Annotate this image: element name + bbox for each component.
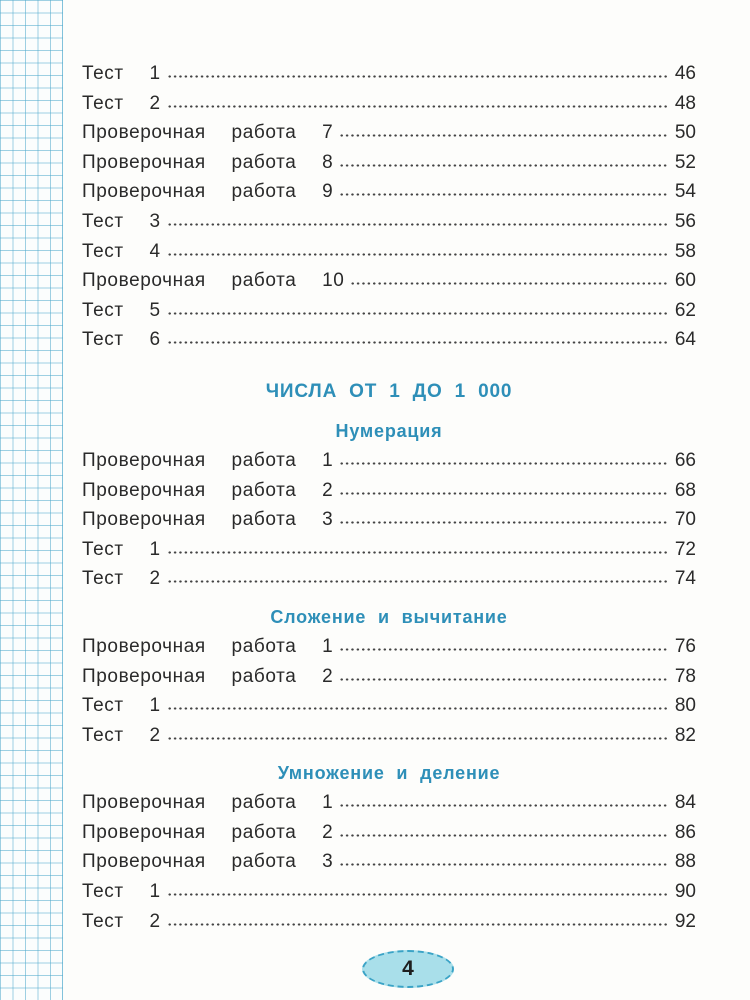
toc-page-number: 50 (674, 122, 696, 144)
toc-page-number: 92 (674, 910, 696, 932)
table-of-contents (82, 63, 696, 940)
toc-page-number: 70 (674, 509, 696, 531)
dot-leader (339, 834, 667, 837)
dot-leader (339, 863, 667, 866)
toc-label: Тест 1 (82, 63, 161, 84)
toc-row[interactable] (82, 568, 696, 598)
toc-page-number: 56 (674, 210, 696, 232)
toc-row[interactable] (82, 329, 696, 359)
toc-page-number: 68 (674, 479, 696, 501)
margin-grid-decoration (0, 0, 63, 1000)
dot-leader (167, 312, 667, 315)
toc-label: Проверочная работа 1 (82, 449, 334, 471)
toc-row[interactable] (82, 666, 696, 696)
subsection-title-numeration: Нумерация (335, 420, 443, 441)
toc-label: Проверочная работа 7 (82, 122, 334, 144)
toc-row[interactable] (82, 450, 696, 480)
toc-row[interactable] (82, 636, 696, 666)
dot-leader (167, 223, 667, 226)
dot-leader (339, 193, 667, 196)
subsection-title-addition-subtraction: Сложение и вычитание (270, 606, 508, 627)
toc-label: Тест 4 (82, 240, 161, 262)
dot-leader (167, 737, 667, 740)
toc-addition-list (82, 636, 696, 754)
toc-label: Проверочная работа 3 (82, 509, 334, 531)
dot-leader (167, 253, 667, 256)
toc-label: Проверочная работа 1 (82, 635, 334, 657)
toc-label: Проверочная работа 10 (82, 270, 345, 292)
page-number-badge: 4 (362, 950, 454, 988)
toc-label: Проверочная работа 9 (82, 181, 334, 203)
toc-label: Проверочная работа 2 (82, 821, 334, 843)
toc-label: Тест 2 (82, 568, 161, 590)
toc-page-number: 64 (674, 329, 696, 351)
dot-leader (167, 923, 667, 926)
toc-label: Тест 3 (82, 210, 161, 232)
dot-leader (339, 678, 667, 681)
toc-row[interactable] (82, 480, 696, 510)
toc-page-number: 88 (674, 851, 696, 873)
toc-row[interactable] (82, 725, 696, 755)
toc-row[interactable] (82, 695, 696, 725)
toc-row[interactable] (82, 93, 696, 123)
dot-leader (167, 105, 667, 108)
toc-row[interactable] (82, 211, 696, 241)
toc-page-number: 62 (674, 299, 696, 321)
toc-page-number: 58 (674, 240, 696, 262)
toc-page-number: 52 (674, 151, 696, 173)
toc-label: Тест 6 (82, 329, 161, 351)
dot-leader (339, 492, 667, 495)
toc-page-number: 76 (674, 635, 696, 657)
dot-leader (167, 551, 667, 554)
toc-label: Проверочная работа 3 (82, 851, 334, 873)
toc-label: Тест 1 (82, 881, 161, 903)
toc-page-number: 60 (674, 270, 696, 292)
toc-page-number: 80 (674, 695, 696, 717)
toc-row[interactable] (82, 181, 696, 211)
toc-row[interactable] (82, 792, 696, 822)
dot-leader (339, 164, 667, 167)
toc-row[interactable] (82, 63, 696, 93)
toc-row[interactable] (82, 270, 696, 300)
toc-label: Тест 1 (82, 695, 161, 717)
toc-row[interactable] (82, 881, 696, 911)
toc-page-number: 82 (674, 724, 696, 746)
toc-page-number: 48 (674, 92, 696, 114)
toc-page-number: 90 (674, 881, 696, 903)
dot-leader (167, 893, 667, 896)
dot-leader (167, 580, 667, 583)
toc-row[interactable] (82, 152, 696, 182)
toc-page-number: 86 (674, 821, 696, 843)
toc-page-number: 46 (674, 63, 696, 84)
toc-row[interactable] (82, 509, 696, 539)
dot-leader (339, 462, 667, 465)
toc-page-number: 72 (674, 538, 696, 560)
toc-top-list (82, 63, 696, 359)
toc-row[interactable] (82, 241, 696, 271)
toc-row[interactable] (82, 911, 696, 941)
toc-label: Проверочная работа 2 (82, 479, 334, 501)
dot-leader (167, 341, 667, 344)
toc-label: Проверочная работа 8 (82, 151, 334, 173)
toc-page-number: 74 (674, 568, 696, 590)
toc-row[interactable] (82, 851, 696, 881)
dot-leader (339, 134, 667, 137)
subsection-title-multiplication-division: Умножение и деление (277, 763, 501, 784)
dot-leader (339, 521, 667, 524)
dot-leader (167, 75, 667, 78)
toc-page-number: 84 (674, 792, 696, 814)
toc-label: Тест 2 (82, 724, 161, 746)
toc-label: Тест 1 (82, 538, 161, 560)
toc-label: Проверочная работа 2 (82, 665, 334, 687)
toc-row[interactable] (82, 822, 696, 852)
dot-leader (350, 282, 667, 285)
toc-label: Тест 2 (82, 92, 161, 114)
dot-leader (339, 804, 667, 807)
toc-page-number: 54 (674, 181, 696, 203)
toc-row[interactable] (82, 300, 696, 330)
dot-leader (339, 648, 667, 651)
toc-row[interactable] (82, 122, 696, 152)
toc-label: Тест 2 (82, 910, 161, 932)
toc-page-number: 66 (674, 449, 696, 471)
toc-row[interactable] (82, 539, 696, 569)
toc-numeration-list (82, 450, 696, 598)
toc-multiplication-list (82, 792, 696, 940)
toc-page-number: 78 (674, 665, 696, 687)
toc-label: Тест 5 (82, 299, 161, 321)
toc-label: Проверочная работа 1 (82, 792, 334, 814)
dot-leader (167, 707, 667, 710)
section-title: ЧИСЛА ОТ 1 ДО 1 000 (265, 380, 513, 402)
